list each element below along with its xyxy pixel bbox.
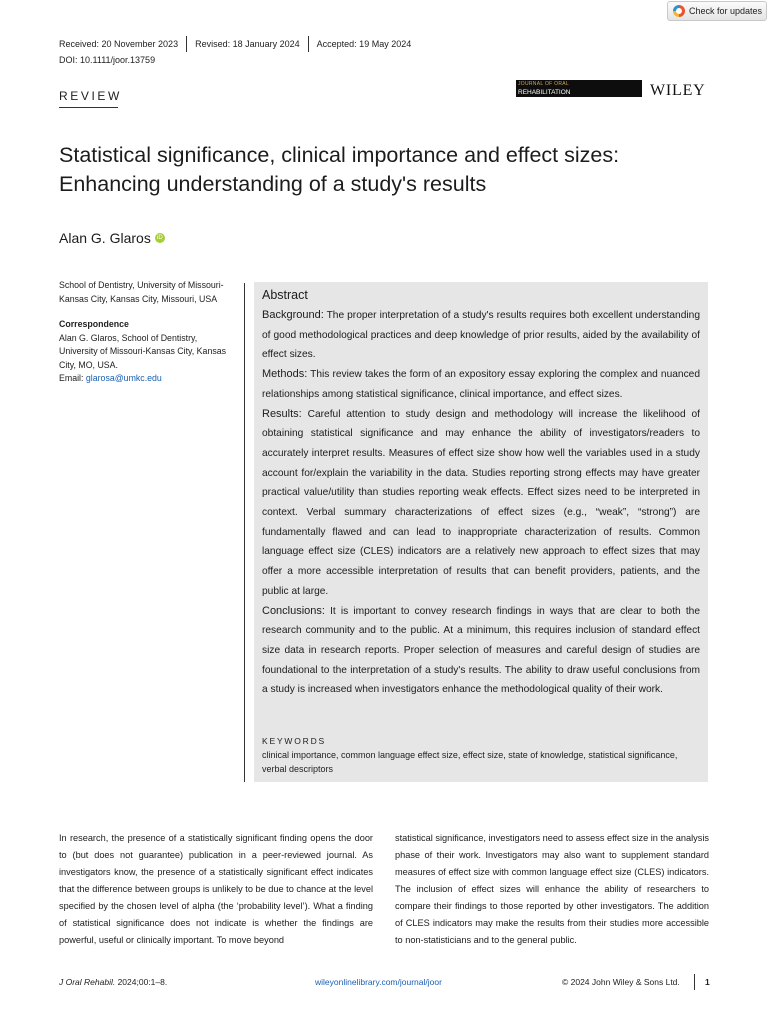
- abstract-heading: Abstract: [262, 288, 308, 302]
- body-column-left: In research, the presence of a statistically significant finding opens the door to (but does not guarantee) publication in a peer-reviewed journal. As investigators know, the presence of a statistically significant effect indicates that the difference between groups is unlikely to be due to chance at the level specified by the chosen level of alpha (the ‘probability level’). What a finding of statistical significance does not indicate is whether the findings are powerful, useful or clinically important. To move beyond: [59, 833, 373, 945]
- publisher-logo: WILEY: [650, 82, 706, 99]
- correspondence-heading: Correspondence: [59, 319, 129, 329]
- results-text: Careful attention to study design and methodology will increase the likelihood of obtaining statistical significance and may enhance the ability of investigators/readers to accurately interpret results. Measures of effect size show how well the variables used in a study account for/explain the variability in the data. Studies reporting strong effects may have greater practical value/utility than studies reporting weak effects. Effect sizes need to be interpreted in context. Verbal summary characterizations of effect sizes (e.g., “weak”, “strong”) are fundamentally flawed and can lead to inappropriate characterization of results. Common language effect size (CLES) indicators are a relatively new approach to effect sizes that may offer a more accessible interpretation of results that can benefit providers, patients, and the public at large.: [262, 408, 700, 597]
- crossmark-icon: [673, 5, 685, 17]
- author-name: Alan G. Glaros: [59, 230, 151, 246]
- section-underline: [59, 107, 118, 108]
- check-for-updates-label: Check for updates: [689, 6, 763, 16]
- article-dates: [59, 36, 419, 52]
- correspondence-email-line: [59, 372, 234, 386]
- section-label: REVIEW: [59, 89, 122, 103]
- correspondence-text: Alan G. Glaros, School of Dentistry, University of Missouri-Kansas City, Kansas City, MO, USA.: [59, 332, 227, 370]
- revised-date: Revised: 18 January 2024: [195, 39, 300, 49]
- background-text: The proper interpretation of a study's results requires both excellent understanding of good methodological practices and deep knowledge of prior results, aided by the availability of effect sizes.: [262, 310, 700, 361]
- accepted-date: Accepted: 19 May 2024: [316, 39, 412, 49]
- methods-label: Methods:: [262, 368, 308, 381]
- email-label: Email:: [59, 373, 86, 383]
- footer-journal: J Oral Rehabil.: [59, 977, 116, 987]
- abstract-background: [262, 306, 700, 365]
- footer-citation: [59, 977, 167, 987]
- abstract-conclusions: [262, 602, 700, 701]
- footer-url-link[interactable]: wileyonlinelibrary.com/journal/joor: [315, 977, 442, 987]
- footer-volume: 2024;00:1–8.: [115, 977, 168, 987]
- conclusions-label: Conclusions:: [262, 604, 325, 617]
- page-number: 1: [705, 977, 710, 987]
- orcid-icon[interactable]: iD: [155, 233, 165, 243]
- footer-copyright: © 2024 John Wiley & Sons Ltd.: [562, 977, 680, 987]
- affiliation: School of Dentistry, University of Missouri-Kansas City, Kansas City, Missouri, USA: [59, 280, 224, 304]
- author: [59, 230, 165, 246]
- journal-logo-line1: JOURNAL OF ORAL: [518, 81, 569, 87]
- background-label: Background:: [262, 309, 324, 321]
- keywords-text: clinical importance, common language effect size, effect size, state of knowledge, statistical significance, verbal descriptors: [262, 750, 678, 774]
- keywords-heading: KEYWORDS: [262, 736, 326, 746]
- doi: DOI: 10.1111/joor.13759: [59, 55, 156, 65]
- received-date: Received: 20 November 2023: [59, 39, 179, 49]
- abstract-methods: [262, 365, 700, 404]
- abstract-body: [262, 306, 700, 700]
- methods-text: This review takes the form of an expository essay exploring the complex and nuanced relationships among statistical significance, clinical importance, and effect sizes.: [262, 369, 700, 400]
- abstract-results: [262, 405, 700, 602]
- journal-logo: [516, 80, 642, 97]
- article-title: Statistical significance, clinical importance and effect sizes: Enhancing understanding of a study's results: [59, 143, 620, 196]
- results-label: Results:: [262, 407, 302, 420]
- footer-divider: [694, 974, 695, 990]
- check-for-updates-button[interactable]: [667, 1, 767, 21]
- conclusions-text: It is important to convey research findings in ways that are clear to both the research community and to the public. At a minimum, this requires inclusion of standard effect size data in research reports. Proper selection of measures and careful design of studies are foundational to the interpretation of a study's results. The ability to draw useful conclusions from a study is increased when investigators enhance the methodological quality of their work.: [262, 605, 700, 696]
- email-link[interactable]: glarosa@umkc.edu: [85, 373, 162, 383]
- journal-logo-line2: REHABILITATION: [518, 88, 571, 96]
- abstract-divider: [244, 283, 245, 782]
- body-column-right: statistical significance, investigators need to assess effect size in the analysis phase of their work. Investigators may also want to supplement standard measures of effect size with common language effect size (CLES) indicators. The inclusion of effect sizes will enhance the ability of researchers to compare their findings to those reported by other investigators. The addition of CLES indicators may make the results from their studies more accessible to non-statisticians and to the general public.: [395, 833, 709, 945]
- affiliation-block: [59, 279, 234, 386]
